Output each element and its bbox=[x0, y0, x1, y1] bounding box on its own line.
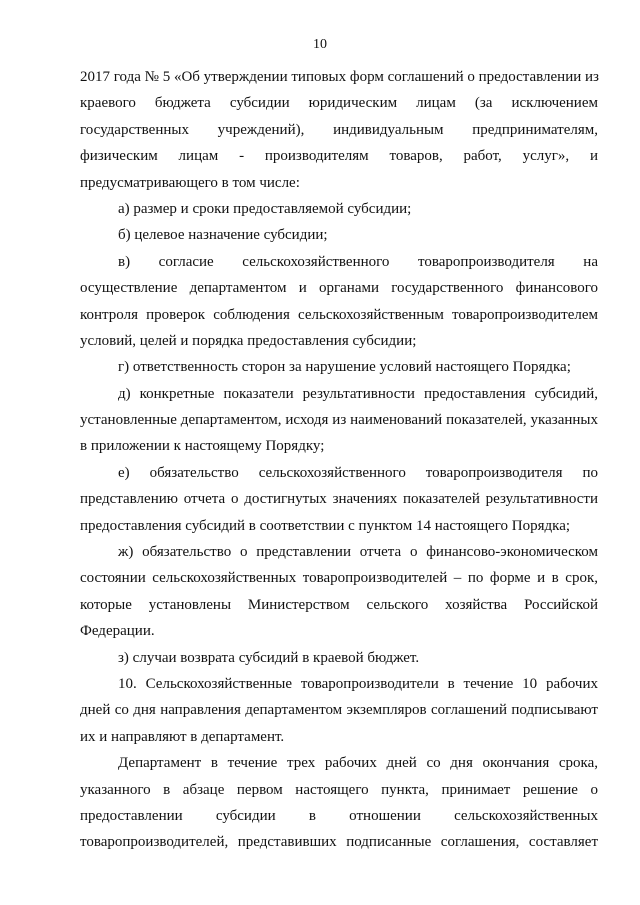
text-line: Департамент в течение трех рабочих дней со дня окончания срока, bbox=[118, 755, 598, 772]
text-line: условий, целей и порядка предоставления субсидии; bbox=[80, 332, 417, 349]
text-line: осуществление департаментом и органами государственного финансового bbox=[80, 280, 598, 297]
paragraph bbox=[80, 196, 598, 222]
text-line: состоянии сельскохозяйственных товаропроизводителей – по форме и в срок, bbox=[80, 570, 598, 587]
text-line: д) конкретные показатели результативности предоставления субсидий, bbox=[118, 385, 598, 402]
text-line: з) случаи возврата субсидий в краевой бюджет. bbox=[118, 649, 420, 666]
paragraph bbox=[80, 249, 598, 355]
paragraph bbox=[80, 460, 598, 539]
text-line: а) размер и сроки предоставляемой субсидии; bbox=[118, 200, 412, 217]
text-line: предусматривающего в том числе: bbox=[80, 174, 300, 191]
paragraph bbox=[80, 750, 598, 856]
paragraph bbox=[80, 354, 598, 380]
text-line: дней со дня направления департаментом экземпляров соглашений подписывают bbox=[80, 702, 598, 719]
text-line: товаропроизводителей, представивших подписанные соглашения, составляет bbox=[80, 834, 598, 851]
text-line: е) обязательство сельскохозяйственного товаропроизводителя по bbox=[118, 464, 598, 481]
paragraph bbox=[80, 64, 598, 196]
paragraph bbox=[80, 539, 598, 645]
text-line: контроля проверок соблюдения сельскохозяйственным товаропроизводителем bbox=[80, 306, 598, 323]
text-line: которые установлены Министерством сельского хозяйства Российской bbox=[80, 596, 598, 613]
text-line: Федерации. bbox=[80, 623, 155, 640]
text-line: ж) обязательство о представлении отчета о финансово-экономическом bbox=[118, 544, 598, 561]
text-line: предоставлении субсидии в отношении сельскохозяйственных bbox=[80, 807, 598, 824]
text-line: представлению отчета о достигнутых значениях показателей результативности bbox=[80, 491, 598, 508]
text-line: физическим лицам - производителям товаров, работ, услуг», и bbox=[80, 148, 598, 165]
text-line: 2017 года № 5 «Об утверждении типовых форм соглашений о предоставлении из bbox=[80, 69, 599, 85]
paragraph bbox=[80, 645, 598, 671]
text-line: в) согласие сельскохозяйственного товаропроизводителя на bbox=[118, 253, 598, 270]
text-line: государственных учреждений), индивидуальным предпринимателям, bbox=[80, 121, 598, 138]
paragraph bbox=[80, 671, 598, 750]
text-line: предоставления субсидий в соответствии с пунктом 14 настоящего Порядка; bbox=[80, 517, 571, 534]
text-line: их и направляют в департамент. bbox=[80, 728, 285, 745]
text-line: в приложении к настоящему Порядку; bbox=[80, 438, 325, 455]
paragraph bbox=[80, 381, 598, 460]
paragraph bbox=[80, 222, 598, 248]
text-line: г) ответственность сторон за нарушение условий настоящего Порядка; bbox=[118, 359, 571, 376]
text-line: краевого бюджета субсидии юридическим лицам (за исключением bbox=[80, 95, 598, 112]
text-line: указанного в абзаце первом настоящего пункта, принимает решение о bbox=[80, 781, 598, 798]
text-line: 10. Сельскохозяйственные товаропроизводители в течение 10 рабочих bbox=[118, 675, 598, 692]
document-body bbox=[80, 64, 598, 856]
text-line: б) целевое назначение субсидии; bbox=[118, 227, 328, 244]
page-number: 10 bbox=[313, 37, 327, 52]
text-line: установленные департаментом, исходя из наименований показателей, указанных bbox=[80, 412, 598, 429]
